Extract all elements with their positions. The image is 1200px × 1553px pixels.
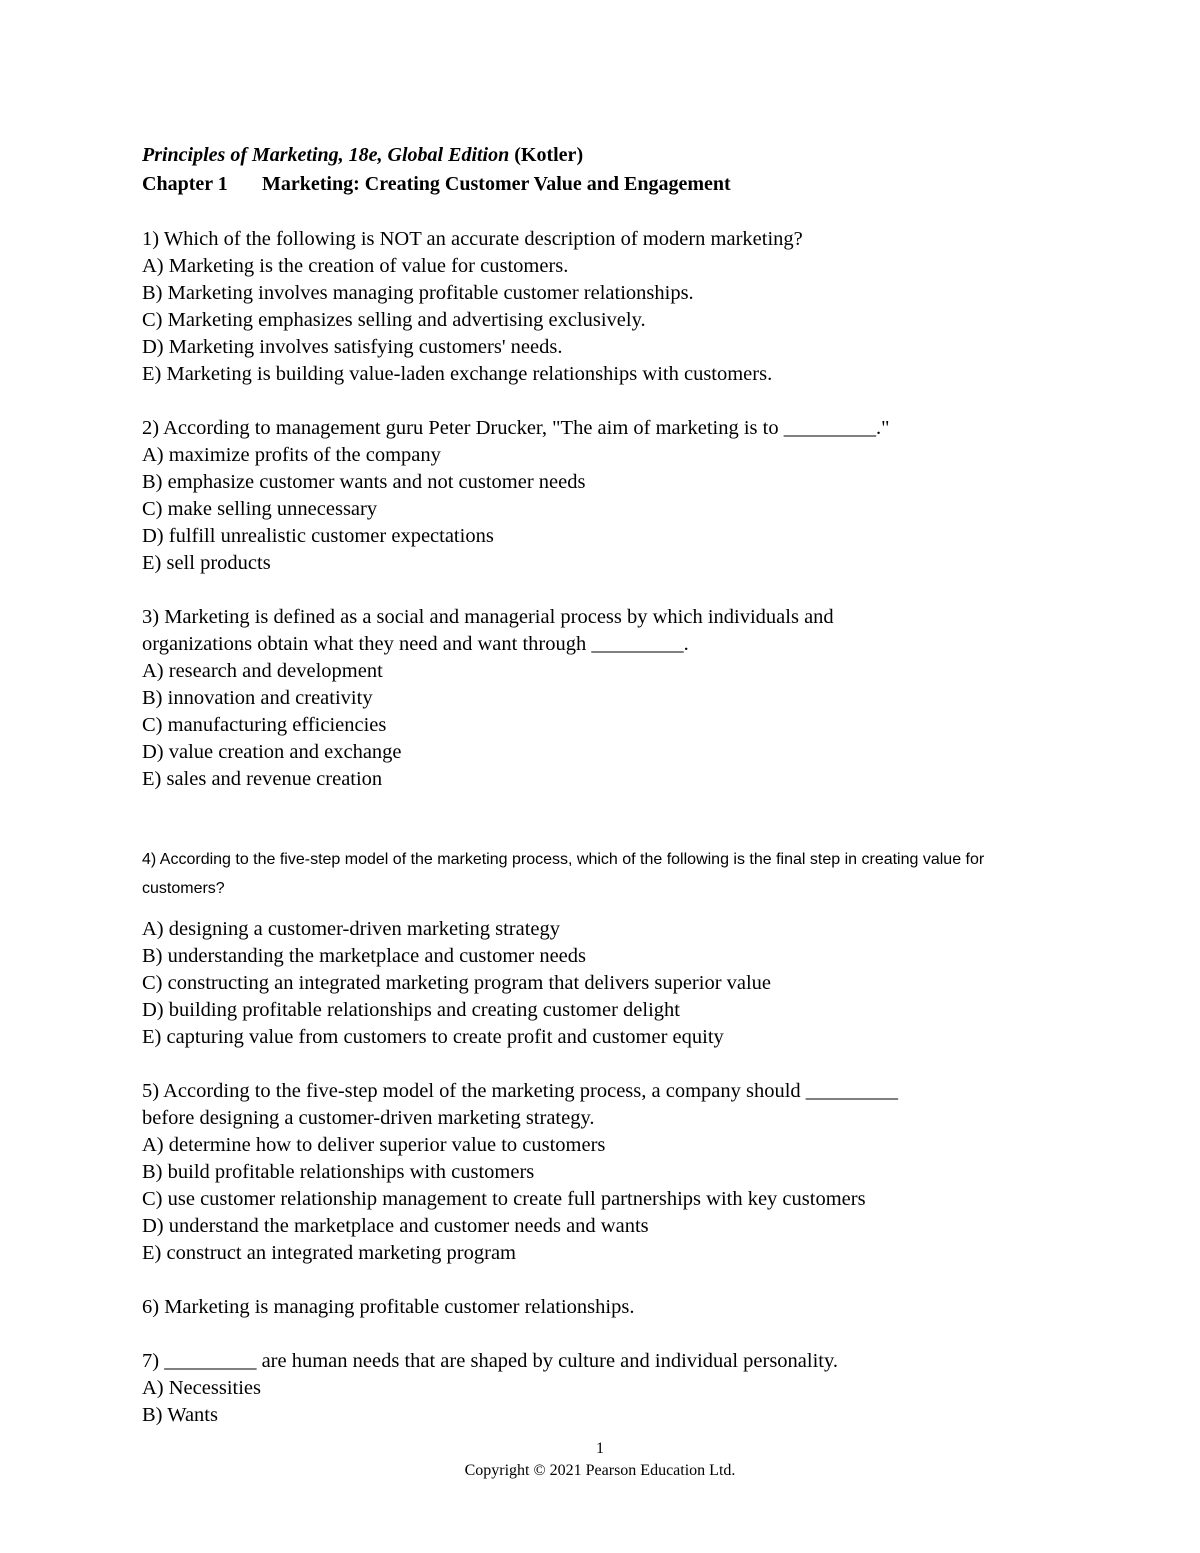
answer-option: B) Marketing involves managing profitable customer relationships. bbox=[142, 282, 694, 304]
answer-option: E) sales and revenue creation bbox=[142, 768, 383, 790]
copyright-notice: Copyright © 2021 Pearson Education Ltd. bbox=[464, 1462, 736, 1479]
answer-option: D) Marketing involves satisfying customers' needs. bbox=[142, 336, 563, 358]
answer-options bbox=[142, 1132, 1062, 1267]
question-text: 4) According to the five-step model of the marketing process, which of the following is the final step in creating value for customers? bbox=[142, 851, 985, 897]
question-5 bbox=[142, 1078, 1062, 1267]
question-text: 3) Marketing is defined as a social and managerial process by which individuals and bbox=[142, 606, 834, 628]
book-title-line bbox=[142, 141, 1062, 170]
answer-options bbox=[142, 916, 1062, 1051]
answer-option: C) constructing an integrated marketing program that delivers superior value bbox=[142, 972, 772, 994]
answer-option: B) Wants bbox=[142, 1404, 218, 1426]
answer-option: B) build profitable relationships with customers bbox=[142, 1161, 535, 1183]
question-text: 2) According to management guru Peter Drucker, "The aim of marketing is to _________." bbox=[142, 417, 890, 439]
answer-option: E) capturing value from customers to create profit and customer equity bbox=[142, 1026, 724, 1048]
answer-option: A) Necessities bbox=[142, 1377, 261, 1399]
chapter-title: Marketing: Creating Customer Value and Engagement bbox=[262, 173, 731, 195]
page-number: 1 bbox=[596, 1440, 604, 1457]
answer-option: D) value creation and exchange bbox=[142, 741, 402, 763]
answer-option: B) understanding the marketplace and customer needs bbox=[142, 945, 587, 967]
answer-option: E) construct an integrated marketing program bbox=[142, 1242, 516, 1264]
answer-options bbox=[142, 658, 1062, 793]
answer-option: C) make selling unnecessary bbox=[142, 498, 378, 520]
answer-option: A) Marketing is the creation of value for customers. bbox=[142, 255, 569, 277]
question-text: 6) Marketing is managing profitable customer relationships. bbox=[142, 1296, 635, 1318]
answer-options bbox=[142, 1375, 1062, 1429]
answer-option: C) manufacturing efficiencies bbox=[142, 714, 387, 736]
chapter-heading bbox=[142, 170, 1062, 199]
chapter-number: Chapter 1 bbox=[142, 173, 228, 195]
question-1 bbox=[142, 226, 1062, 388]
answer-option: B) innovation and creativity bbox=[142, 687, 373, 709]
question-4 bbox=[142, 845, 1062, 1051]
answer-option: E) Marketing is building value-laden exchange relationships with customers. bbox=[142, 363, 773, 385]
question-text: 5) According to the five-step model of the marketing process, a company should _________ bbox=[142, 1080, 899, 1102]
answer-option: A) research and development bbox=[142, 660, 383, 682]
question-text: organizations obtain what they need and want through _________. bbox=[142, 633, 689, 655]
answer-option: D) building profitable relationships and creating customer delight bbox=[142, 999, 680, 1021]
question-2 bbox=[142, 415, 1062, 577]
question-6 bbox=[142, 1294, 1062, 1321]
question-3 bbox=[142, 604, 1062, 793]
answer-option: A) designing a customer-driven marketing strategy bbox=[142, 918, 561, 940]
answer-options bbox=[142, 442, 1062, 577]
answer-options bbox=[142, 253, 1062, 388]
page-content bbox=[142, 141, 1062, 1429]
book-title: Principles of Marketing, 18e, Global Edition bbox=[142, 144, 510, 166]
answer-option: C) use customer relationship management to create full partnerships with key customers bbox=[142, 1188, 866, 1210]
answer-option: C) Marketing emphasizes selling and advertising exclusively. bbox=[142, 309, 646, 331]
answer-option: D) fulfill unrealistic customer expectations bbox=[142, 525, 494, 547]
answer-option: A) maximize profits of the company bbox=[142, 444, 441, 466]
question-7 bbox=[142, 1348, 1062, 1429]
answer-option: A) determine how to deliver superior value to customers bbox=[142, 1134, 606, 1156]
question-text: 1) Which of the following is NOT an accurate description of modern marketing? bbox=[142, 228, 803, 250]
answer-option: E) sell products bbox=[142, 552, 271, 574]
answer-option: B) emphasize customer wants and not customer needs bbox=[142, 471, 586, 493]
answer-option: D) understand the marketplace and customer needs and wants bbox=[142, 1215, 649, 1237]
book-author: (Kotler) bbox=[514, 144, 584, 166]
question-text: before designing a customer-driven marketing strategy. bbox=[142, 1107, 595, 1129]
question-text: 7) _________ are human needs that are shaped by culture and individual personality. bbox=[142, 1350, 839, 1372]
